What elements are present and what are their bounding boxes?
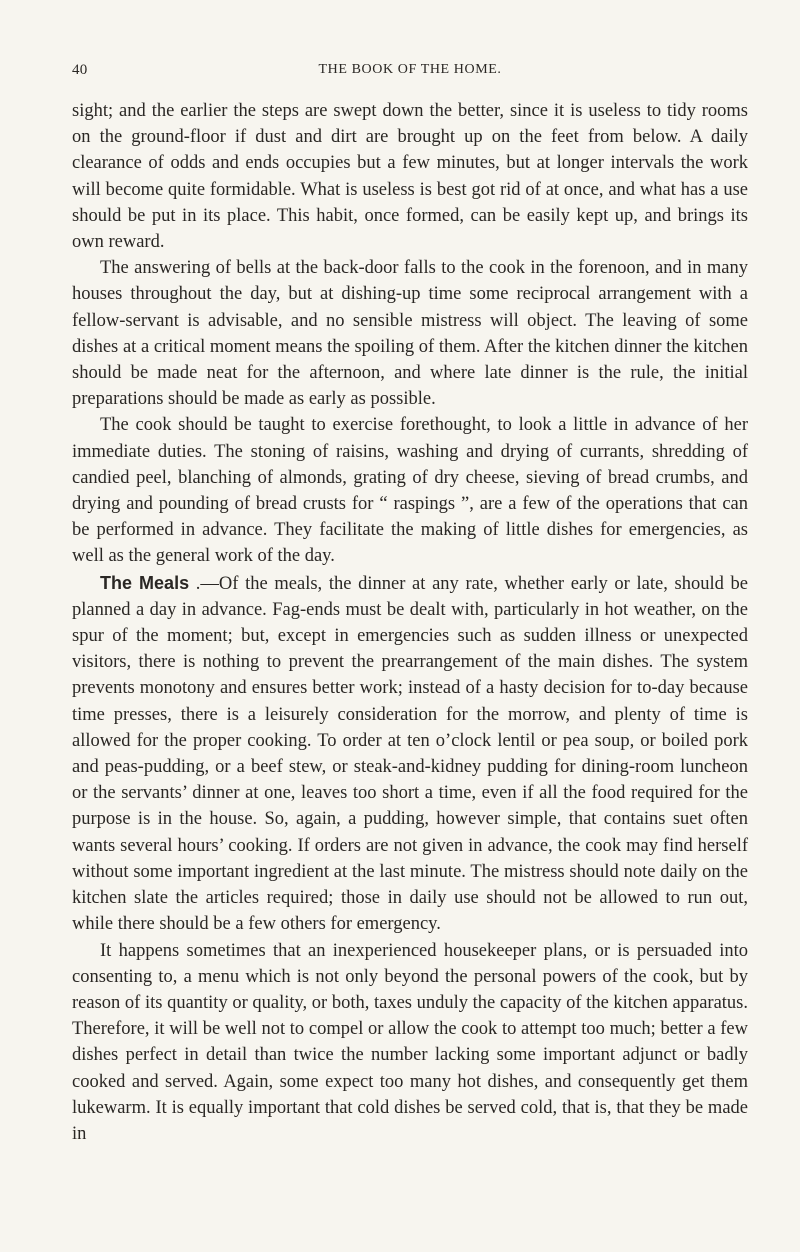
paragraph-text: .—Of the meals, the dinner at any rate, whether early or late, should be planned a day in advance. Fag-ends must be dealt with, particularly in hot weather, on the spur of the moment; but, except in emergencies such as sudden illness or unexpected visitors, there is nothing to prevent the prearrangement of the main dishes. The system prevents monotony and ensures better work; instead of a hasty decision for to-day because time presses, there is a leisurely consideration for the morrow, and plenty of time is allowed for the proper cooking. To order at ten o’clock lentil or pea soup, or boiled pork and peas-pudding, or a beef stew, or steak-and-kidney pudding for dining-room luncheon or the servants’ dinner at one, leaves too short a time, even if all the food required for the purpose is in the house. So, again, a pudding, however simple, that contains suet often wants several hours’ cooking. If orders are not given in advance, the cook may find herself without some important ingredient at the last minute. The mistress should note daily on the kitchen slate the articles required; those in daily use should not be allowed to run out, while there should be a few others for emergency.	[72, 573, 749, 935]
paragraph-text: It happens sometimes that an inexperienced housekeeper plans, or is persuaded into consenting to, a menu which is not only beyond the personal powers of the cook, but by reason of its quantity or quality, or both, taxes unduly the capacity of the kitchen apparatus. Therefore, it will be well not to compel or allow the cook to attempt too much; better a few dishes perfect in detail than twice the number lacking some important adjunct or badly cooked and served. Again, some expect too many hot dishes, and consequently get them lukewarm. It is equally important that cold dishes be served cold, that is, that they be made in	[72, 940, 748, 1144]
running-title: THE BOOK OF THE HOME.	[318, 62, 502, 77]
page-number: 40	[72, 62, 88, 78]
paragraph-meals	[72, 570, 748, 938]
paragraph	[72, 412, 748, 569]
body-text	[72, 98, 748, 1147]
paragraph-text: sight; and the earlier the steps are swept down the better, since it is useless to tidy rooms on the ground-floor if dust and dirt are brought up on the feet from below. A daily clearance of odds and ends occupies but a few minutes, but at longer intervals the work will become quite formidable. What is useless is best got rid of at once, and what has a use should be put in its place. This habit, once formed, can be easily kept up, and brings its own reward.	[72, 101, 748, 253]
running-head	[72, 62, 748, 86]
book-page	[72, 62, 748, 1147]
paragraph	[72, 938, 748, 1148]
paragraph-text: The answering of bells at the back-door falls to the cook in the forenoon, and in many houses throughout the day, but at dishing-up time some reciprocal arrangement with a fellow-servant is advisable, and no sensible mistress will object. The leaving of some dishes at a critical moment means the spoiling of them. After the kitchen dinner the kitchen should be made neat for the afternoon, and where late dinner is the rule, the initial preparations should be made as early as possible.	[72, 258, 748, 410]
paragraph-text: The cook should be taught to exercise forethought, to look a little in advance of her immediate duties. The stoning of raisins, washing and drying of currants, shredding of candied peel, blanching of almonds, grating of dry cheese, sieving of bread crumbs, and drying and pounding of bread crusts for “ raspings ”, are a few of the operations that can be performed in advance. They facilitate the making of little dishes for emergencies, as well as the general work of the day.	[72, 415, 748, 567]
section-sidehead: The Meals	[100, 572, 190, 593]
paragraph	[72, 255, 748, 412]
paragraph-continued	[72, 98, 748, 255]
